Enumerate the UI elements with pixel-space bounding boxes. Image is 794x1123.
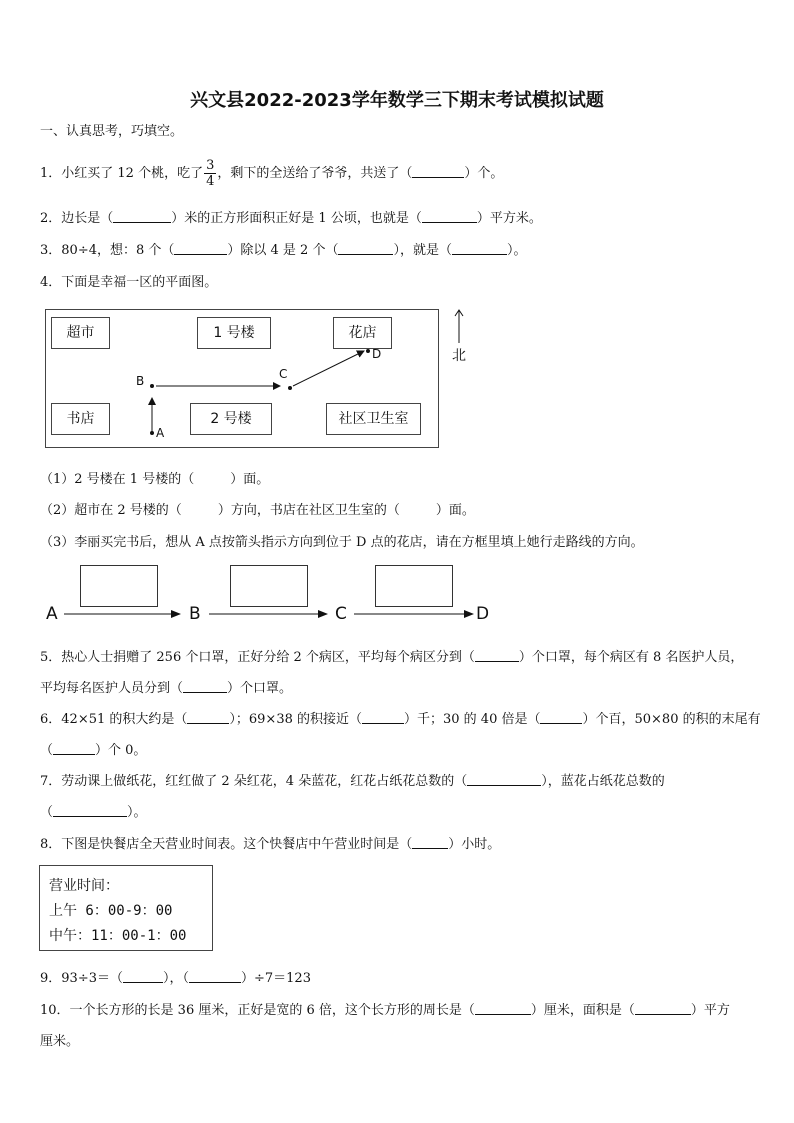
page-title: 兴文县2022-2023学年数学三下期末考试模拟试题 [190,90,604,111]
map-building-1: 1 号楼 [197,317,271,349]
answer-blank[interactable] [189,970,241,983]
neighborhood-map [45,309,439,448]
answer-blank[interactable] [475,649,519,662]
hours-title: 营业时间： [49,878,119,894]
route-point-c: C [335,604,347,624]
hours-morning: 上午 6：00-9：00 [49,903,173,919]
map-flower-shop: 花店 [333,317,392,349]
hours-noon: 中午：11：00-1：00 [49,928,187,944]
label-c: C [279,367,288,381]
question-7: 7．劳动课上做纸花，红红做了 2 朵红花，4 朵蓝花，红花占纸花总数的（ ），蓝花占纸花总数的 [40,774,665,789]
point-b [150,384,154,388]
answer-blank[interactable] [412,836,448,849]
question-4-part-1: （1）2 号楼在 1 号楼的（ ）面。 [40,472,270,487]
answer-blank[interactable] [540,711,582,724]
answer-blank[interactable] [113,210,171,223]
question-6: 6．42×51 的积大约是（ ）；69×38 的积接近（ ）千；30 的 40 倍是（ ）个百，50×80 的积的末尾有 [40,712,761,727]
q1-text: 1．小红买了 12 个桃，吃了 [40,166,204,181]
question-8: 8．下图是快餐店全天营业时间表。这个快餐店中午营业时间是（ ）小时。 [40,837,501,852]
question-4-part-2: （2）超市在 2 号楼的（ ）方向，书店在社区卫生室的（ ）面。 [40,503,475,518]
answer-blank[interactable] [362,711,404,724]
q1-text: ）个。 [464,166,504,181]
answer-blank[interactable] [412,165,464,178]
answer-blank[interactable] [338,242,393,255]
route-arrows [0,600,794,630]
answer-blank[interactable] [183,680,227,693]
label-d: D [372,347,382,361]
point-c [288,386,292,390]
answer-blank[interactable] [123,970,163,983]
answer-blank[interactable] [475,1002,531,1015]
point-d [366,349,370,353]
answer-blank[interactable] [467,773,541,786]
map-supermarket: 超市 [51,317,110,349]
answer-blank[interactable] [174,242,227,255]
north-label: 北 [452,348,466,364]
question-10: 10．一个长方形的长是 36 厘米，正好是宽的 6 倍，这个长方形的周长是（ ）厘米，面积是（ ）平方 [40,1003,730,1018]
answer-blank[interactable] [53,804,127,817]
business-hours-table [39,865,213,951]
question-4-part-3: （3）李丽买完书后，想从 A 点按箭头指示方向到位于 D 点的花店，请在方框里填上她行走路线的方向。 [40,535,644,550]
map-bookstore: 书店 [51,403,110,435]
map-clinic: 社区卫生室 [326,403,421,435]
question-5: 5．热心人士捐赠了 256 个口罩，正好分给 2 个病区，平均每个病区分到（ ）个口罩，每个病区有 8 名医护人员， [40,650,744,665]
label-a: A [156,426,165,440]
route-point-a: A [46,604,58,624]
question-2: 2．边长是（ ）米的正方形面积正好是 1 公顷，也就是（ ）平方米。 [40,211,542,226]
route-point-d: D [476,604,490,624]
arrow-c-to-d [293,351,364,386]
point-a [150,431,154,435]
question-1 [40,158,503,189]
answer-blank[interactable] [187,711,229,724]
map-building-2: 2 号楼 [190,403,272,435]
fraction-three-quarters: $\frac{3}{4}$ [206,158,215,189]
q1-text: ，剩下的全送给了爷爷，共送了（ [217,166,413,181]
question-9: 9．93÷3＝（ ），（ ）÷7＝123 [40,971,311,986]
question-5-cont: 平均每名医护人员分到（ ）个口罩。 [40,681,293,696]
map-route-arrows [46,310,438,447]
label-b: B [136,374,145,388]
answer-blank[interactable] [452,242,507,255]
question-3: 3．80÷4，想：8 个（ ）除以 4 是 2 个（ ），就是（ ）。 [40,243,527,258]
question-4-intro: 4．下面是幸福一区的平面图。 [40,275,218,290]
question-7-cont: （ ）。 [40,805,147,820]
question-6-cont: （ ）个 0。 [40,743,147,758]
route-point-b: B [189,604,201,624]
answer-blank[interactable] [635,1002,691,1015]
answer-blank[interactable] [422,210,477,223]
answer-blank[interactable] [53,742,95,755]
section-heading: 一、认真思考，巧填空。 [40,124,184,139]
north-arrow-icon [452,309,466,345]
question-10-cont: 厘米。 [40,1034,80,1049]
